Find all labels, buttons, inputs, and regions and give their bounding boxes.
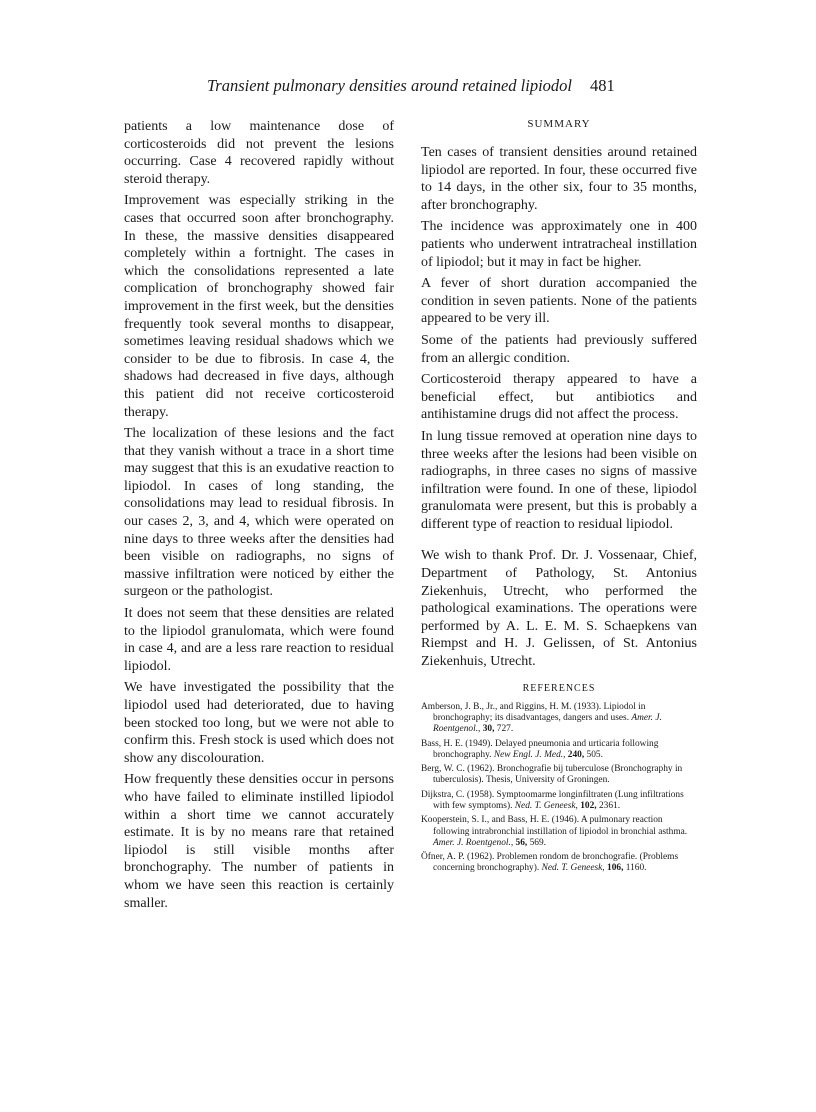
body-paragraph: patients a low maintenance dose of corticosteroids did not prevent the lesions occurring. Case 4 recovered rapidly without steroid therapy. [124, 119, 394, 187]
reference-pages: 569. [529, 837, 546, 848]
summary-paragraph: Ten cases of transient densities around retained lipiodol are reported. In four, these occurred five to 14 days, in the other six, four to 35 months, after bronchography. [421, 145, 697, 213]
right-column [421, 118, 697, 878]
reference-item [421, 815, 697, 849]
summary-paragraph: In lung tissue removed at operation nine days to three weeks after the lesions had been visible on radiographs, in three cases no signs of massive infiltration were found. In one of these, lipiodol granulomata were present, but this is probably a different type of reaction to residual lipiodol. [421, 428, 697, 532]
running-title: Transient pulmonary densities around retained lipiodol [207, 76, 572, 95]
page-number: 481 [590, 76, 615, 95]
reference-journal: New Engl. J. Med., [493, 749, 566, 760]
reference-text: Öfner, A. P. (1962). Problemen rondom de bronchografie. (Problems concerning bronchography). [421, 852, 679, 874]
body-paragraph: We have investigated the possibility that the lipiodol used had deteriorated, due to having been stocked too long, but we were not able to confirm this. Fresh stock is used which does not show any discolouration. [124, 680, 394, 766]
body-paragraph: It does not seem that these densities are related to the lipiodol granulomata, which were found in case 4, and are a less rare reaction to residual lipiodol. [124, 606, 394, 674]
reference-pages: 727. [496, 724, 514, 735]
acknowledgement: We wish to thank Prof. Dr. J. Vossenaar, Chief, Department of Pathology, St. Antonius Ziekenhuis, Utrecht, who performed the pathological examinations. The operations were performed by A. L. E. M. S. Schaepkens van Riempst and H. J. Gelissen, of St. Antonius Ziekenhuis, Utrecht. [421, 548, 697, 670]
reference-journal: Amer. J. Roentgenol., [433, 712, 662, 735]
summary-paragraph: The incidence was approximately one in 400 patients who underwent intratracheal instillation of lipiodol; but it may in fact be higher. [421, 219, 697, 270]
reference-item [421, 852, 697, 875]
left-column [124, 118, 394, 916]
reference-list [421, 702, 697, 875]
reference-volume: 102, [580, 801, 597, 811]
reference-journal: Amer. J. Roentgenol., [433, 837, 514, 848]
reference-item [421, 764, 697, 787]
reference-pages: 505. [586, 749, 603, 760]
reference-item [421, 739, 697, 762]
reference-item [421, 702, 697, 736]
summary-heading: SUMMARY [527, 118, 591, 130]
reference-text: Amberson, J. B., Jr., and Riggins, H. M. (1933). Lipiodol in bronchography; its disadvantages, dangers and uses. [421, 701, 646, 723]
reference-volume: 56, [515, 837, 528, 848]
reference-pages: 1160. [625, 863, 647, 874]
reference-text: Bass, H. E. (1949). Delayed pneumonia and urticaria following bronchography. [421, 738, 659, 760]
reference-text: Dijkstra, C. (1958). Symptoomarme longinfiltraten (Lung infiltrations with few symptoms). [421, 789, 684, 811]
reference-text: Kooperstein, S. I., and Bass, H. E. (1946). A pulmonary reaction following intrabronchial instillation of lipiodol in bronchial asthma. [421, 815, 688, 837]
reference-volume: 106, [607, 863, 624, 874]
references-heading: REFERENCES [522, 682, 596, 694]
summary-paragraph: A fever of short duration accompanied the condition in seven patients. None of the patients appeared to be very ill. [421, 276, 697, 327]
reference-pages: 2361. [598, 801, 621, 811]
summary-paragraph: Some of the patients had previously suffered from an allergic condition. [421, 332, 697, 366]
summary-paragraph: Corticosteroid therapy appeared to have a beneficial effect, but antibiotics and antihistamine drugs did not affect the process. [421, 372, 697, 423]
reference-journal: Ned. T. Geneesk, [541, 863, 605, 874]
reference-volume: 30, [482, 724, 495, 735]
reference-item [421, 790, 697, 813]
body-paragraph: The localization of these lesions and the fact that they vanish without a trace in a short time may suggest that this is an exudative reaction to lipiodol. In cases of long standing, the consolidations may lead to residual fibrosis. In our cases 2, 3, and 4, which were operated on nine days to three weeks after the densities had been visible on radiographs, no signs of massive infiltration were noticed by either the surgeon or the pathologist. [124, 426, 394, 600]
body-paragraph: Improvement was especially striking in the cases that occurred soon after bronchography. In these, the massive densities disappeared completely within a fortnight. The cases in which the consolidations represented a late complication of bronchography showed fair improvement in the first week, but the densities frequently took several months to disappear, sometimes leaving residual shadows which we consider to be due to fibrosis. In case 4, the shadows had decreased in five days, although this patient did not receive corticosteroid therapy. [124, 193, 394, 420]
reference-text: Berg, W. C. (1962). Bronchografie bij tuberculose (Bronchography in tuberculosis). Thesis, University of Groningen. [421, 764, 683, 786]
body-paragraph: How frequently these densities occur in persons who have failed to eliminate instilled lipiodol within a short time we cannot accurately estimate. It is by no means rare that retained lipiodol is still visible months after bronchography. The number of patients in whom we have seen this reaction is certainly smaller. [124, 772, 394, 911]
reference-journal: Ned. T. Geneesk, [514, 801, 578, 811]
reference-volume: 240, [567, 749, 585, 760]
